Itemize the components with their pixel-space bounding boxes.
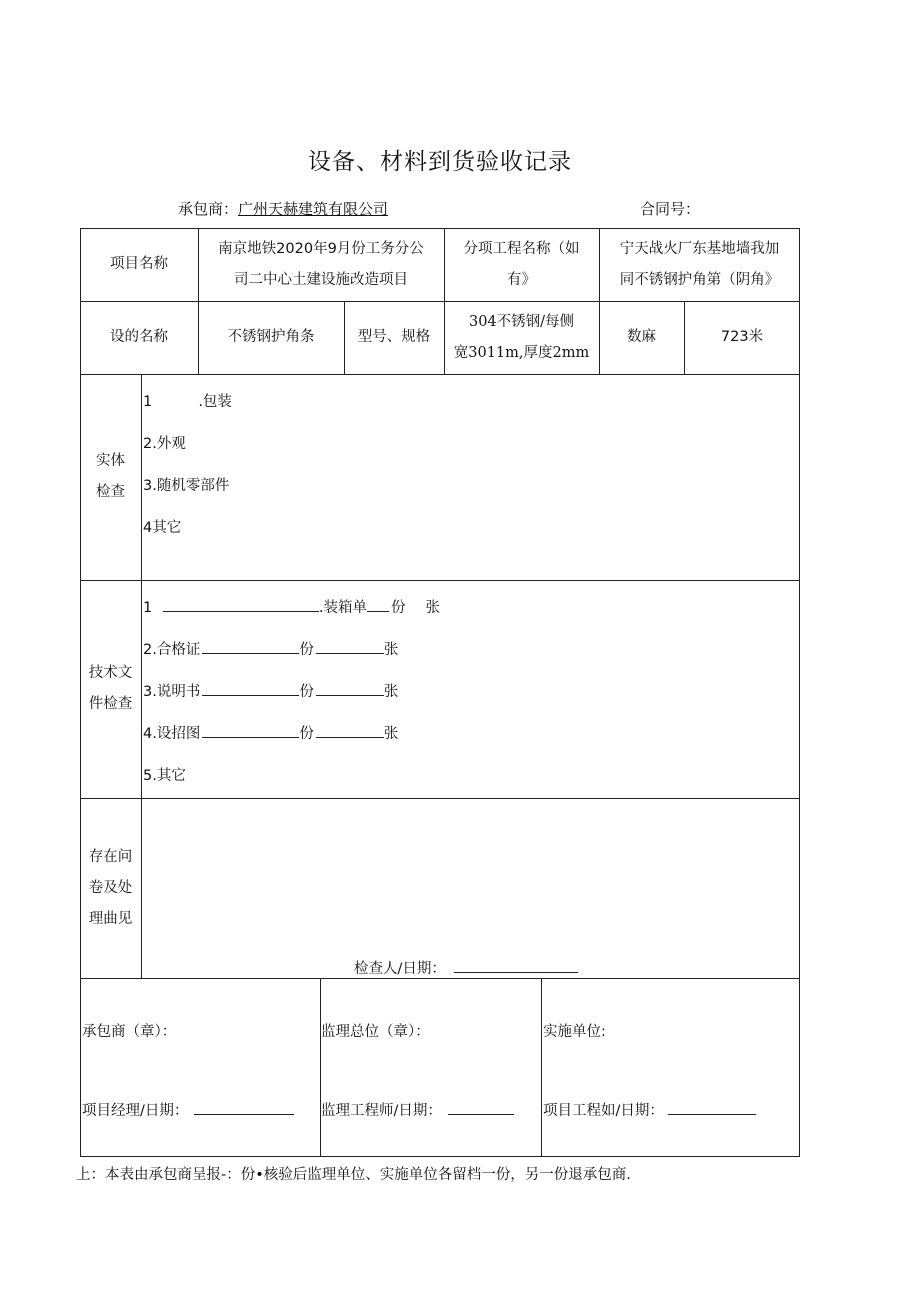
- doc-item-manual: 3.说明书 份 张: [143, 680, 398, 701]
- physical-item-other: 4其它: [143, 520, 182, 536]
- impl-engineer-date: 项目工程如/日期：: [543, 1099, 756, 1120]
- contractor-seal: 承包商（章）：: [82, 1024, 177, 1040]
- doc-item-packing-list: 1 .装箱单 份 张: [143, 596, 440, 617]
- tech-docs-label-line2: 件检查: [88, 696, 133, 712]
- physical-check-label: [80, 374, 141, 580]
- issues-label-line3: 理曲见: [88, 910, 133, 927]
- fill-blank[interactable]: [668, 1099, 756, 1115]
- col-divider: [541, 978, 542, 1157]
- fill-blank[interactable]: [367, 596, 389, 612]
- supervisor-seal: 监理总位（章）：: [321, 1024, 430, 1040]
- row-divider: [80, 978, 800, 979]
- fill-blank[interactable]: [202, 722, 299, 738]
- device-name-value: 不锈钢护角条: [227, 329, 315, 345]
- device-name-label: 设的名称: [110, 329, 168, 345]
- col-divider: [141, 374, 142, 978]
- sub-project-value-line1: 宁天战火厂东基地墙我加: [619, 240, 780, 257]
- contractor-line: [178, 198, 388, 219]
- project-name-line1: 南京地铁2020年9月份工务分公: [218, 240, 424, 257]
- fill-blank[interactable]: [202, 638, 299, 654]
- physical-item-parts: 3.随机零部件: [143, 478, 230, 494]
- contractor-value: 广州天赫建筑有限公司: [238, 200, 389, 218]
- sub-project-label: [444, 228, 599, 301]
- project-name-label: 项目名称: [110, 256, 168, 272]
- sub-project-label-line2: 有》: [507, 271, 536, 288]
- fill-blank[interactable]: [316, 638, 384, 654]
- physical-check-label-line1: 实体: [96, 453, 125, 469]
- page-title: 设备、材料到货验收记录: [308, 149, 572, 175]
- sub-project-value: [599, 228, 800, 301]
- model-spec-value: [444, 301, 599, 374]
- row-divider: [80, 580, 800, 581]
- row-divider: [80, 798, 800, 799]
- model-spec-line2: 宽3011m,厚度2mm: [453, 344, 590, 361]
- project-name-value: [198, 228, 444, 301]
- inspector-date: 检查人/日期：: [354, 957, 578, 978]
- engineer-date: 监理工程师/日期：: [321, 1099, 514, 1120]
- project-name-line2: 司二中心土建设施改造项目: [234, 271, 408, 288]
- fill-blank[interactable]: [163, 596, 319, 612]
- contractor-label: 承包商：: [178, 200, 239, 218]
- issues-label-line2: 卷及处: [88, 879, 133, 896]
- physical-item-packaging: 1 .包装: [143, 394, 232, 410]
- footer-note: 上：本表由承包商呈报-：份•核验后监理单位、实施单位各留档一份，另一份退承包商.: [76, 1167, 631, 1183]
- issues-label: [80, 798, 141, 978]
- model-spec-line1: 304不锈钢/每侧: [468, 313, 575, 330]
- sub-project-value-line2: 同不锈钢护角第（阴角》: [619, 271, 780, 288]
- quantity-label: 数麻: [627, 329, 656, 345]
- impl-unit: 实施单位:: [543, 1024, 606, 1040]
- pm-date: 项目经理/日期：: [82, 1099, 294, 1120]
- quantity-value: 723米: [720, 329, 764, 345]
- issues-label-line1: 存在问: [88, 848, 133, 865]
- physical-check-label-line2: 检查: [96, 484, 125, 500]
- fill-blank[interactable]: [448, 1099, 514, 1115]
- tech-docs-label-line1: 技术文: [88, 665, 133, 681]
- doc-item-certificate: 2.合格证 份 张: [143, 638, 398, 659]
- doc-item-drawing: 4.设招图 份 张: [143, 722, 398, 743]
- sub-project-label-line1: 分项工程名称（如: [463, 240, 580, 257]
- fill-blank[interactable]: [316, 680, 384, 696]
- fill-blank[interactable]: [194, 1099, 294, 1115]
- contract-no-label: 合同号：: [640, 200, 701, 218]
- model-spec-label: 型号、规格: [357, 329, 431, 345]
- fill-blank[interactable]: [454, 957, 578, 973]
- fill-blank[interactable]: [202, 680, 299, 696]
- doc-item-other: 5.其它: [143, 768, 186, 784]
- tech-docs-label: [80, 580, 141, 798]
- col-divider: [320, 978, 321, 1157]
- row-divider: [80, 374, 800, 375]
- fill-blank[interactable]: [316, 722, 384, 738]
- physical-item-appearance: 2.外观: [143, 436, 186, 452]
